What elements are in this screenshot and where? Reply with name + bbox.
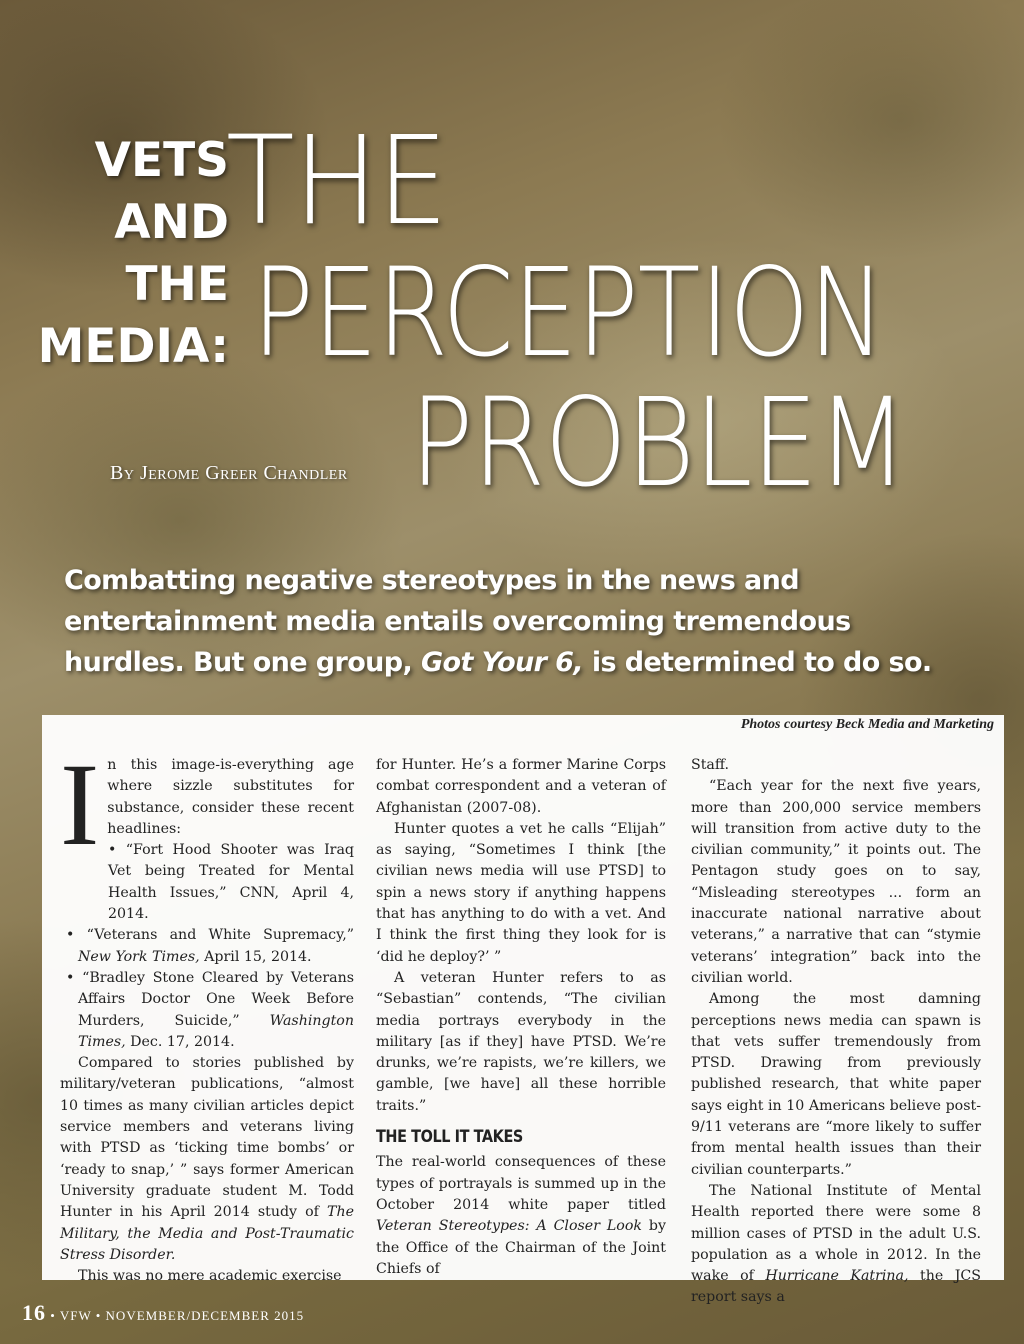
bullet-text: • “Veterans and White Supremacy,” <box>66 927 354 944</box>
article-column-2 <box>376 755 666 1280</box>
footer-separator: • <box>50 1308 56 1323</box>
kicker-line: VETS <box>94 133 229 188</box>
page-number: 16 <box>22 1300 46 1325</box>
subhead: THE TOLL IT TAKES <box>376 1127 523 1148</box>
body-paragraph: Staff. <box>691 757 729 773</box>
deck <box>64 560 964 683</box>
byline: By Jerome Greer Chandler <box>110 462 348 484</box>
event-name: Hurricane Katrina, <box>765 1268 909 1285</box>
drop-cap: I <box>60 739 100 870</box>
bullet-date: Dec. 17, 2014. <box>125 1033 235 1050</box>
body-paragraph <box>691 1181 981 1309</box>
study-title: The Military, the Media and Post-Traumatic Stress Disorder. <box>60 1204 354 1263</box>
body-paragraph <box>60 1053 354 1266</box>
headline-kicker <box>38 130 229 378</box>
deck-emphasis: Got Your 6, <box>420 647 584 678</box>
article-column-1 <box>60 739 354 1287</box>
headline-perception: PERCEPTION <box>252 242 885 384</box>
page-footer <box>22 1300 304 1326</box>
deck-text: Combatting negative stereotypes in the news and entertainment media entails overcoming tremendous hurdles. But one group, <box>64 565 851 678</box>
body-paragraph: A veteran Hunter refers to as “Sebastian” contends, “The civilian media portrays everybody in the military [as if they] have PTSD. We’re drunks, we’re rapists, we’re killers, we gamble, [we have] all these horrible traits.” <box>376 969 666 1114</box>
article-panel <box>42 715 1004 1306</box>
body-paragraph: for Hunter. He’s a former Marine Corps combat correspondent and a veteran of Afghanistan (2007-08). <box>376 757 666 816</box>
headline-bullet <box>60 925 354 968</box>
magazine-name: VFW <box>59 1308 92 1323</box>
kicker-line: MEDIA: <box>37 319 229 374</box>
deck-text-end: is determined to do so. <box>583 647 932 678</box>
lead-text: n this image-is-everything age where sizzle substitutes for substance, consider these recent headlines: <box>107 757 354 837</box>
kicker-line: THE <box>125 257 229 312</box>
kicker-line: AND <box>114 195 229 250</box>
headline-bullet: • “Fort Hood Shooter was Iraq Vet being Treated for Mental Health Issues,” CNN, April 4, 2014. <box>108 842 354 923</box>
body-text: The National Institute of Mental Health reported there were some 8 million cases of PTSD in the adult U.S. population as a whole in 2012. In the wake of <box>691 1182 981 1285</box>
body-paragraph: This was no mere academic exercise <box>78 1268 342 1285</box>
article-column-3 <box>691 755 981 1309</box>
issue-date: NOVEMBER/DECEMBER 2015 <box>105 1308 305 1323</box>
body-paragraph <box>376 1152 666 1280</box>
bullet-date: April 15, 2014. <box>199 948 312 965</box>
body-paragraph: Hunter quotes a vet he calls “Elijah” as saying, “Sometimes I think [the civilian news media will use PTSD] to spin a news story if anything happens that has anything to do with a vet. And I think the first thing they look for is ‘did he deploy?’ ” <box>376 820 666 965</box>
body-paragraph: Among the most damning perceptions news media can spawn is that vets suffer tremendously from PTSD. Drawing from previously published research, that white paper says eight in 10 Americans believe post-9/11 veterans are “more likely to suffer from mental health issues than their civilian counterparts.” <box>691 991 981 1178</box>
bullet-text: • “Bradley Stone Cleared by Veterans Affairs Doctor One Week Before Murders, Suicide,” <box>66 969 354 1029</box>
footer-separator: • <box>95 1308 102 1323</box>
body-text-end: by the Office of the Chairman of the Joint Chiefs of <box>376 1218 667 1277</box>
photo-credit: Photos courtesy Beck Media and Marketing <box>740 717 994 732</box>
headline-problem: PROBLEM <box>410 372 907 514</box>
body-text: The real-world consequences of these types of portrayals is summed up in the October 2014 white paper titled <box>376 1154 666 1213</box>
body-text: Compared to stories published by military/veteran publications, “almost 10 times as many civilian articles depict service members and veterans living with PTSD as ‘ticking time bombs’ or ‘ready to snap,’ ” says former American University graduate student M. Todd Hunter in his April 2014 study of <box>60 1055 354 1221</box>
lead-paragraph <box>60 739 354 870</box>
bullet-source: Washington Times, <box>78 1012 354 1050</box>
headline-the: THE <box>226 110 448 252</box>
bullet-source: New York Times, <box>78 948 200 965</box>
headline-bullet <box>60 968 354 1053</box>
body-text-end: the JCS report says a <box>691 1268 981 1306</box>
paper-title: Veteran Stereotypes: A Closer Look <box>376 1218 642 1235</box>
body-paragraph: “Each year for the next five years, more than 200,000 service members will transition from active duty to the civilian community,” it points out. The Pentagon study goes on to say, “Misleading stereotypes ... form an inaccurate national narrative about veterans,” a narrative that can “stymie veterans’ integration” back into the civilian world. <box>691 778 981 986</box>
